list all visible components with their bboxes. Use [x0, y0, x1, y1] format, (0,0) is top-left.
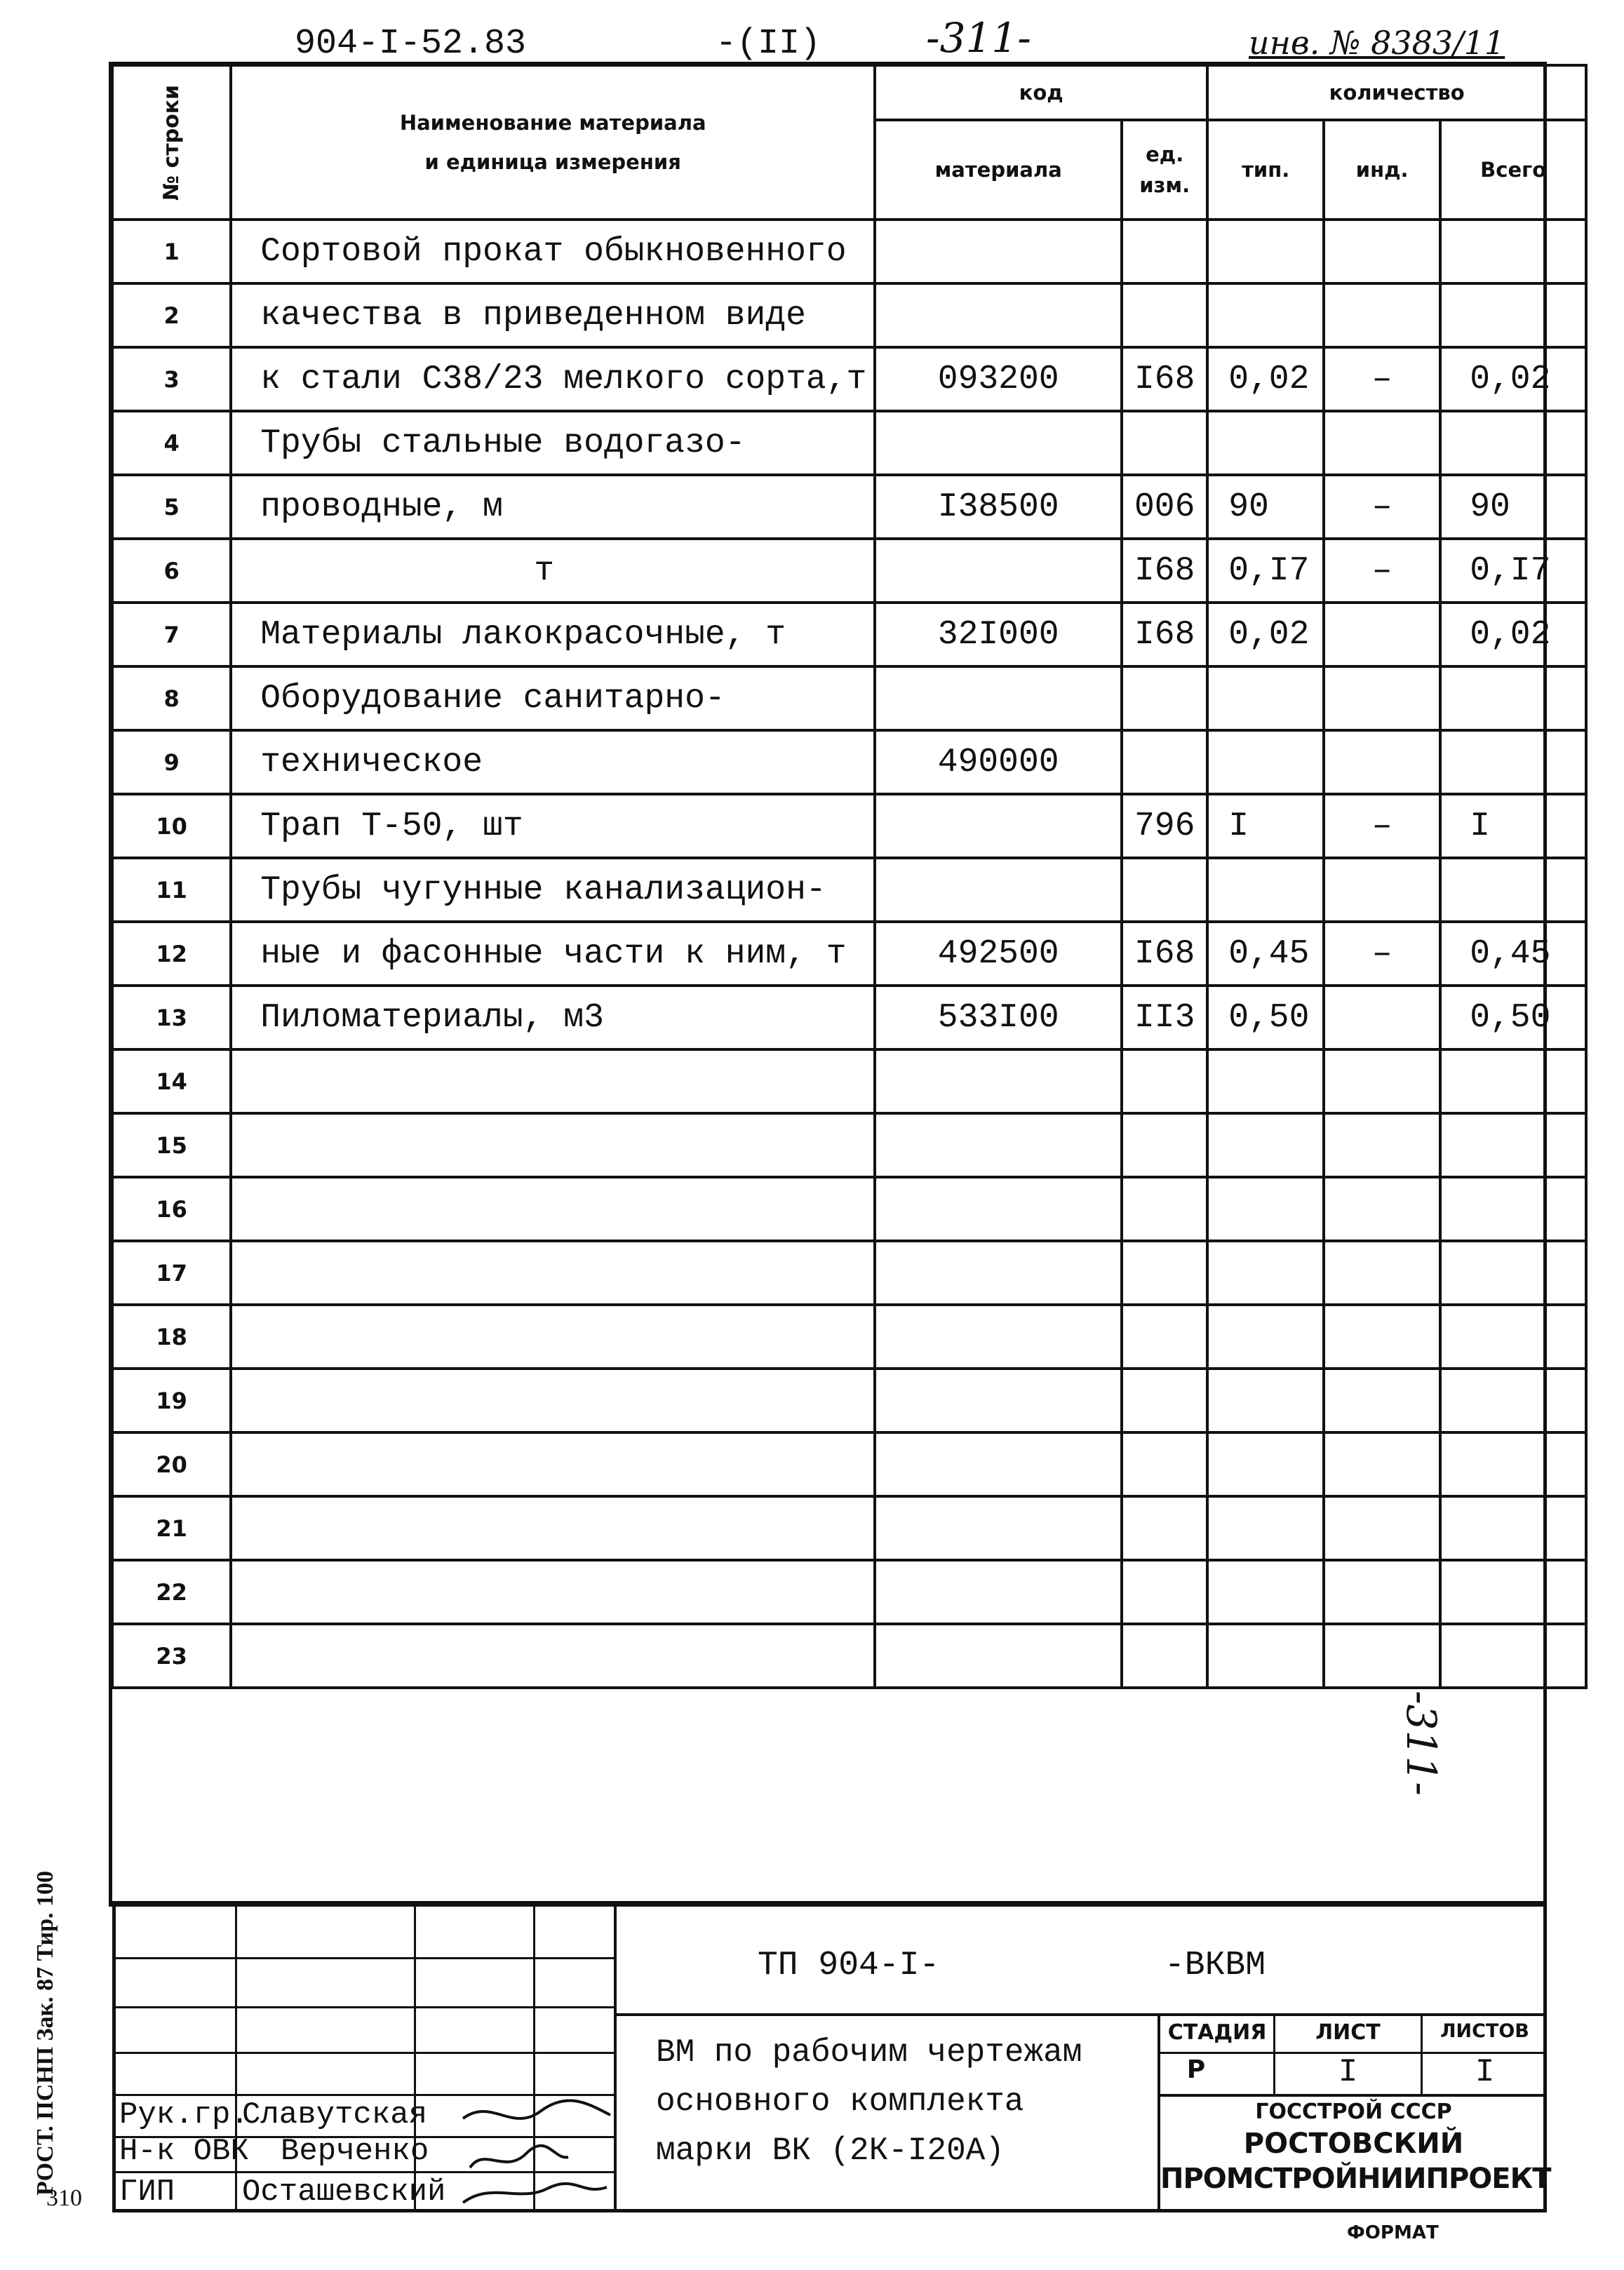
qty-individual-cell: –	[1324, 539, 1440, 603]
row-number-cell: 22	[112, 1560, 231, 1624]
material-name-cell: Трубы чугунные канализацион-	[231, 858, 875, 922]
table-row	[112, 730, 1586, 794]
material-name-cell: Оборудование санитарно-	[231, 666, 875, 730]
qty-typical-cell	[1207, 220, 1324, 283]
unit-code-cell	[1122, 730, 1207, 794]
material-name-cell: к стали С38/23 мелкого сорта,т	[231, 347, 875, 411]
sheets-label: ЛИСТОВ	[1440, 2020, 1529, 2042]
qty-typical-cell	[1207, 1560, 1324, 1624]
drawing-mark: -ВКВМ	[1165, 1947, 1266, 1984]
page-number: 310	[46, 2185, 82, 2211]
row-number-cell: 6	[112, 539, 231, 603]
unit-code-cell	[1122, 283, 1207, 347]
material-code-cell	[875, 1560, 1122, 1624]
signature-name-3: Осташевский	[242, 2175, 446, 2210]
qty-total-cell	[1440, 1560, 1586, 1624]
qty-typical-cell: 0,45	[1207, 922, 1324, 986]
qty-total-cell: 0,45	[1440, 922, 1586, 986]
qty-total-cell	[1440, 1305, 1586, 1369]
header-code-group: код	[875, 65, 1207, 120]
header-row-number: № строки	[112, 65, 231, 220]
tb-grid-line	[614, 2013, 1547, 2016]
material-code-cell	[875, 1624, 1122, 1688]
material-name-cell	[231, 1560, 875, 1624]
material-code-cell	[875, 539, 1122, 603]
inventory-number: инв. № 8383/11	[1249, 24, 1505, 62]
qty-total-cell	[1440, 283, 1586, 347]
table-row	[112, 1177, 1586, 1241]
unit-code-cell: I68	[1122, 922, 1207, 986]
qty-total-cell	[1440, 1241, 1586, 1305]
unit-code-cell	[1122, 1560, 1207, 1624]
material-name-cell	[231, 1305, 875, 1369]
qty-typical-cell	[1207, 411, 1324, 475]
material-code-cell: 093200	[875, 347, 1122, 411]
table-row	[112, 858, 1586, 922]
description-line-2: основного комплекта	[656, 2083, 1024, 2120]
table-row	[112, 1241, 1586, 1305]
row-number-cell: 17	[112, 1241, 231, 1305]
row-number-cell: 1	[112, 220, 231, 283]
qty-typical-cell	[1207, 1177, 1324, 1241]
unit-code-cell: 796	[1122, 794, 1207, 858]
row-number-cell: 19	[112, 1369, 231, 1432]
qty-typical-cell: 0,02	[1207, 347, 1324, 411]
qty-individual-cell: –	[1324, 922, 1440, 986]
tb-grid-line	[1157, 2094, 1547, 2097]
row-number-cell: 15	[112, 1113, 231, 1177]
qty-individual-cell	[1324, 1496, 1440, 1560]
qty-individual-cell	[1324, 1369, 1440, 1432]
table-row	[112, 1049, 1586, 1113]
signature-name-1: Славутская	[242, 2097, 428, 2133]
sheet-value: I	[1338, 2054, 1358, 2090]
row-number-cell: 20	[112, 1432, 231, 1496]
material-code-cell	[875, 220, 1122, 283]
qty-typical-cell	[1207, 1624, 1324, 1688]
qty-typical-cell: 0,50	[1207, 986, 1324, 1049]
unit-code-cell	[1122, 411, 1207, 475]
sheets-value: I	[1475, 2054, 1495, 2090]
material-name-cell: Трубы стальные водогазо-	[231, 411, 875, 475]
qty-typical-cell	[1207, 1305, 1324, 1369]
signature-role-3: ГИП	[119, 2175, 175, 2210]
document-code: 904-I-52.83	[295, 24, 527, 64]
table-row	[112, 1560, 1586, 1624]
tb-grid-line	[112, 2052, 614, 2054]
material-name-cell: качества в приведенном виде	[231, 283, 875, 347]
unit-code-cell	[1122, 1113, 1207, 1177]
unit-code-cell: I68	[1122, 347, 1207, 411]
qty-typical-cell	[1207, 1241, 1324, 1305]
material-code-cell: 490000	[875, 730, 1122, 794]
material-code-cell	[875, 1432, 1122, 1496]
qty-total-cell	[1440, 666, 1586, 730]
row-number-cell: 4	[112, 411, 231, 475]
qty-individual-cell	[1324, 1113, 1440, 1177]
material-name-cell: Трап Т-50, шт	[231, 794, 875, 858]
table-row	[112, 411, 1586, 475]
materials-table	[111, 64, 1588, 1689]
material-code-cell	[875, 1113, 1122, 1177]
qty-individual-cell	[1324, 1560, 1440, 1624]
unit-code-cell	[1122, 220, 1207, 283]
row-number-cell: 21	[112, 1496, 231, 1560]
qty-individual-cell	[1324, 986, 1440, 1049]
row-number-cell: 12	[112, 922, 231, 986]
material-code-cell	[875, 1177, 1122, 1241]
qty-total-cell	[1440, 1177, 1586, 1241]
qty-typical-cell	[1207, 283, 1324, 347]
material-code-cell: 492500	[875, 922, 1122, 986]
material-code-cell	[875, 411, 1122, 475]
qty-individual-cell	[1324, 1177, 1440, 1241]
signature-role-1: Рук.гр.	[119, 2097, 249, 2133]
material-code-cell	[875, 794, 1122, 858]
unit-code-cell	[1122, 1496, 1207, 1560]
qty-total-cell	[1440, 411, 1586, 475]
material-name-cell	[231, 1496, 875, 1560]
material-code-cell	[875, 283, 1122, 347]
header-qty-typical: тип.	[1207, 120, 1324, 220]
qty-typical-cell	[1207, 1369, 1324, 1432]
unit-code-cell	[1122, 1241, 1207, 1305]
organization-city: РОСТОВСКИЙ	[1243, 2128, 1464, 2160]
row-number-cell: 23	[112, 1624, 231, 1688]
material-code-cell	[875, 666, 1122, 730]
qty-individual-cell	[1324, 666, 1440, 730]
header-unit: ед. изм.	[1122, 120, 1207, 220]
header-qty-total: Всего	[1440, 120, 1586, 220]
qty-typical-cell	[1207, 1113, 1324, 1177]
tb-grid-line	[112, 1957, 614, 1959]
table-row	[112, 539, 1586, 603]
qty-individual-cell	[1324, 1241, 1440, 1305]
qty-total-cell	[1440, 220, 1586, 283]
qty-individual-cell	[1324, 603, 1440, 666]
qty-total-cell	[1440, 1113, 1586, 1177]
header-code-material: материала	[875, 120, 1122, 220]
unit-code-cell	[1122, 1049, 1207, 1113]
table-row	[112, 666, 1586, 730]
qty-individual-cell: –	[1324, 794, 1440, 858]
material-name-cell	[231, 1049, 875, 1113]
qty-individual-cell	[1324, 1049, 1440, 1113]
table-row	[112, 347, 1586, 411]
qty-individual-cell	[1324, 1624, 1440, 1688]
signature-role-2: Н-к ОВК	[119, 2134, 249, 2169]
material-name-cell	[231, 1241, 875, 1305]
qty-total-cell: 0,50	[1440, 986, 1586, 1049]
material-name-cell: Сортовой прокат обыкновенного	[231, 220, 875, 283]
qty-total-cell: I	[1440, 794, 1586, 858]
qty-individual-cell	[1324, 283, 1440, 347]
row-number-cell: 3	[112, 347, 231, 411]
material-name-cell: проводные, м	[231, 475, 875, 539]
material-code-cell	[875, 1049, 1122, 1113]
qty-total-cell	[1440, 1624, 1586, 1688]
qty-total-cell	[1440, 730, 1586, 794]
qty-typical-cell	[1207, 1432, 1324, 1496]
row-number-cell: 8	[112, 666, 231, 730]
unit-code-cell	[1122, 666, 1207, 730]
material-name-cell: Пиломатериалы, м3	[231, 986, 875, 1049]
description-line-3: марки ВК (2К-I20А)	[656, 2133, 1005, 2169]
unit-code-cell	[1122, 1432, 1207, 1496]
stage-value: Р	[1186, 2055, 1206, 2084]
unit-code-cell	[1122, 858, 1207, 922]
qty-total-cell: 90	[1440, 475, 1586, 539]
unit-code-cell: II3	[1122, 986, 1207, 1049]
qty-total-cell	[1440, 1049, 1586, 1113]
qty-individual-cell	[1324, 730, 1440, 794]
printing-imprint: РОСТ. ПСНП Зак. 87 Тир. 100	[32, 1870, 58, 2196]
material-code-cell	[875, 1496, 1122, 1560]
table-row	[112, 1624, 1586, 1688]
material-name-cell	[231, 1624, 875, 1688]
row-number-cell: 2	[112, 283, 231, 347]
row-number-cell: 16	[112, 1177, 231, 1241]
format-label: ФОРМАТ	[1347, 2222, 1439, 2243]
qty-individual-cell	[1324, 1432, 1440, 1496]
table-row	[112, 220, 1586, 283]
tb-grid-line	[112, 2006, 614, 2008]
qty-typical-cell	[1207, 858, 1324, 922]
table-row	[112, 1369, 1586, 1432]
qty-typical-cell	[1207, 1049, 1324, 1113]
header-material-name: Наименование материала и единица измерения	[231, 65, 875, 220]
material-name-cell: Материалы лакокрасочные, т	[231, 603, 875, 666]
table-row	[112, 1496, 1586, 1560]
qty-individual-cell	[1324, 411, 1440, 475]
description-line-1: ВМ по рабочим чертежам	[656, 2034, 1082, 2071]
table-row	[112, 1113, 1586, 1177]
qty-individual-cell: –	[1324, 347, 1440, 411]
table-row	[112, 603, 1586, 666]
qty-individual-cell	[1324, 858, 1440, 922]
qty-individual-cell	[1324, 1305, 1440, 1369]
material-name-cell: т	[231, 539, 875, 603]
material-code-cell: 32I000	[875, 603, 1122, 666]
row-number-cell: 9	[112, 730, 231, 794]
material-name-cell	[231, 1432, 875, 1496]
material-name-cell	[231, 1113, 875, 1177]
unit-code-cell: 006	[1122, 475, 1207, 539]
organization-ministry: ГОССТРОЙ СССР	[1255, 2100, 1452, 2124]
material-code-cell: 533I00	[875, 986, 1122, 1049]
row-number-cell: 14	[112, 1049, 231, 1113]
qty-total-cell	[1440, 1369, 1586, 1432]
qty-typical-cell: 0,I7	[1207, 539, 1324, 603]
material-code-cell: I38500	[875, 475, 1122, 539]
table-row	[112, 1305, 1586, 1369]
unit-code-cell: I68	[1122, 539, 1207, 603]
organization-name: ПРОМСТРОЙНИИПРОЕКТ	[1160, 2163, 1551, 2195]
side-sheet-mark: -311-	[1397, 1691, 1445, 1796]
header-qty-individual: инд.	[1324, 120, 1440, 220]
qty-total-cell: 0,02	[1440, 603, 1586, 666]
qty-total-cell	[1440, 1432, 1586, 1496]
table-row	[112, 283, 1586, 347]
document-part: -(II)	[716, 24, 821, 64]
table-row	[112, 475, 1586, 539]
header-quantity-group: количество	[1207, 65, 1586, 120]
table-row	[112, 1432, 1586, 1496]
material-code-cell	[875, 858, 1122, 922]
material-code-cell	[875, 1305, 1122, 1369]
table-row	[112, 794, 1586, 858]
table-row	[112, 986, 1586, 1049]
material-name-cell	[231, 1177, 875, 1241]
material-name-cell	[231, 1369, 875, 1432]
row-number-cell: 7	[112, 603, 231, 666]
material-code-cell	[875, 1241, 1122, 1305]
qty-total-cell	[1440, 858, 1586, 922]
row-number-cell: 5	[112, 475, 231, 539]
project-designation: ТП 904-I-	[758, 1947, 940, 1984]
row-number-cell: 11	[112, 858, 231, 922]
unit-code-cell	[1122, 1369, 1207, 1432]
handwritten-signatures	[449, 2097, 617, 2210]
tb-grid-line	[112, 2094, 614, 2096]
qty-typical-cell: 0,02	[1207, 603, 1324, 666]
qty-individual-cell	[1324, 220, 1440, 283]
qty-total-cell: 0,02	[1440, 347, 1586, 411]
qty-individual-cell: –	[1324, 475, 1440, 539]
signature-name-2: Верченко	[281, 2134, 429, 2169]
sheet-label: ЛИСТ	[1315, 2020, 1381, 2045]
unit-code-cell	[1122, 1177, 1207, 1241]
row-number-cell: 10	[112, 794, 231, 858]
qty-typical-cell	[1207, 730, 1324, 794]
unit-code-cell	[1122, 1624, 1207, 1688]
sheet-number-handwritten: -311-	[926, 14, 1031, 62]
qty-typical-cell: I	[1207, 794, 1324, 858]
stage-label: СТАДИЯ	[1167, 2020, 1267, 2045]
material-name-cell: ные и фасонные части к ним, т	[231, 922, 875, 986]
qty-typical-cell	[1207, 666, 1324, 730]
qty-typical-cell: 90	[1207, 475, 1324, 539]
material-code-cell	[875, 1369, 1122, 1432]
qty-total-cell	[1440, 1496, 1586, 1560]
qty-total-cell: 0,I7	[1440, 539, 1586, 603]
material-name-cell: техническое	[231, 730, 875, 794]
unit-code-cell	[1122, 1305, 1207, 1369]
qty-typical-cell	[1207, 1496, 1324, 1560]
row-number-cell: 13	[112, 986, 231, 1049]
unit-code-cell: I68	[1122, 603, 1207, 666]
row-number-cell: 18	[112, 1305, 231, 1369]
table-row	[112, 922, 1586, 986]
